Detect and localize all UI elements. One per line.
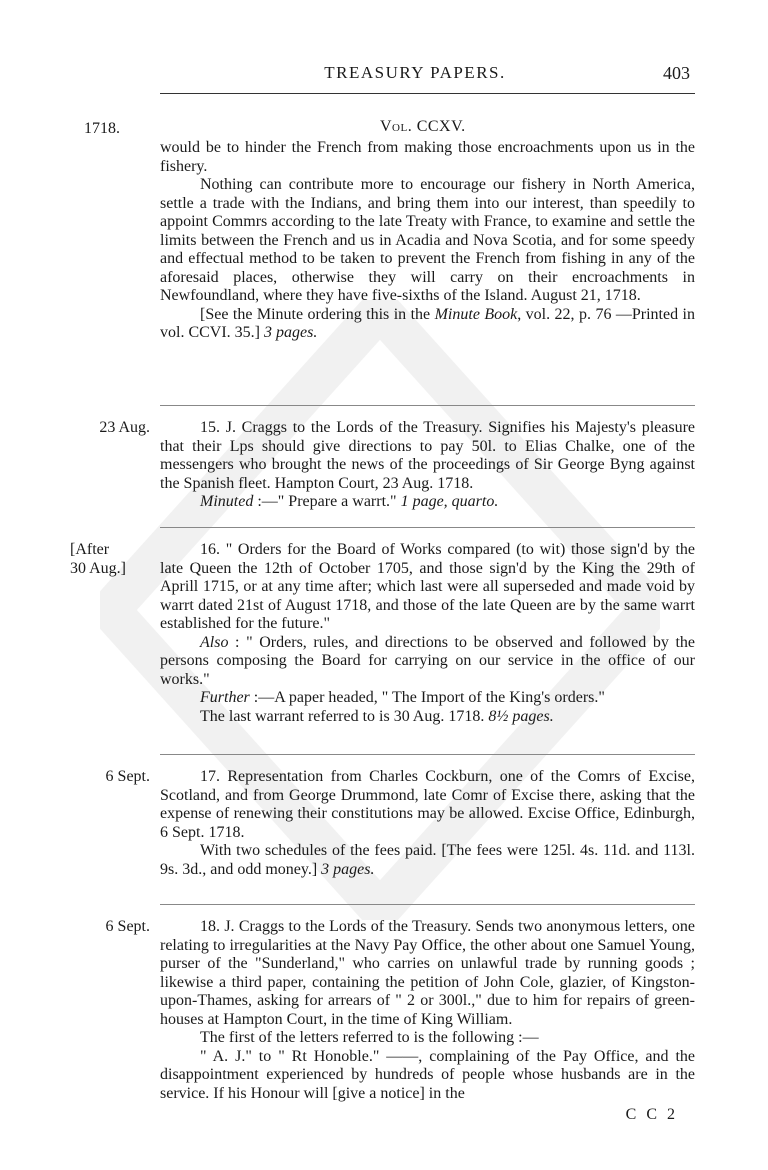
last-text: The last warrant referred to is 30 Aug. 1718. (200, 707, 489, 725)
continuation-text (160, 139, 695, 343)
volume-label: Vol. CCXV. (380, 118, 466, 135)
entry-date (70, 541, 148, 578)
entry-divider (160, 754, 695, 755)
continuation-paragraph-1: would be to hinder the French from making those encroachments upon us in the fishery. (160, 139, 695, 175)
entry-further (160, 689, 695, 708)
entry-divider (160, 405, 695, 406)
header-rule (160, 93, 695, 94)
entry-text: 15. J. Craggs to the Lords of the Treasury. Signifies his Majesty's pleasure that their Lps should give directions to pay 50l. to Elias Chalke, one of the messengers who brought the news of the proceedings of Sir George Byng against the Spanish fleet. Hampton Court, 23 Aug. 1718. (160, 419, 695, 492)
entry-date: 23 Aug. (99, 419, 150, 436)
further-text: :—A paper headed, " The Import of the King's orders." (249, 689, 605, 706)
page-number: 403 (663, 63, 690, 83)
entry-date-line-2: 30 Aug.] (70, 559, 126, 577)
note-text: [See the Minute ordering this in the (200, 305, 435, 323)
note-text-2: , vol. 22, p. 76 —Printed in vol. CCVI. 35.] (160, 305, 695, 341)
schedules-text: With two schedules of the fees paid. [The fees were 125l. 4s. 11d. and 113l. 9s. 3d., and odd money.] (160, 842, 695, 878)
running-title: TREASURY PAPERS. (324, 63, 506, 82)
entry-divider (160, 527, 695, 528)
continuation-note (160, 306, 695, 343)
entry-date-line-1: [After (70, 541, 110, 558)
entry-date: 6 Sept. (105, 918, 150, 935)
entry-last (160, 708, 695, 727)
entry-body (160, 918, 695, 1103)
also-label: Also (200, 633, 229, 651)
entry-15 (0, 419, 768, 512)
entry-first-letter: The first of the letters referred to is the following :— (200, 1029, 539, 1046)
note-book-title: Minute Book (434, 305, 518, 323)
entry-body (160, 541, 695, 726)
entry-also (160, 634, 695, 690)
entry-body (160, 419, 695, 512)
entry-pages: 3 pages. (321, 860, 375, 878)
entry-18 (0, 918, 768, 1103)
note-pages: 3 pages. (264, 324, 318, 341)
running-head (0, 63, 768, 87)
signature-mark: C C 2 (625, 1106, 678, 1123)
entry-text: 18. J. Craggs to the Lords of the Treasury. Sends two anonymous letters, one relating to irregularities at the Navy Pay Office, the other about one Samuel Young, purser of the "Sunderland," who carries on unlawful trade by running goods ; likewise a third paper, containing the petition of John Cole, glazier, of Kingston-upon-Thames, asking for arrears of " 2 or 300l.," due to him for repairs of green-houses at Hampton Court, in the time of King William. (160, 918, 695, 1028)
minute-text: :—" Prepare a warrt." (253, 493, 401, 510)
entry-text: 17. Representation from Charles Cockburn, one of the Comrs of Excise, Scotland, and from George Drummond, late Comr of Excise there, asking that the expense of renewing their constitutions may be allowed. Excise Office, Edinburgh, 6 Sept. 1718. (160, 768, 695, 841)
volume-line (0, 118, 768, 140)
entry-17 (0, 768, 768, 879)
entry-date: 6 Sept. (105, 768, 150, 785)
also-text: : " Orders, rules, and directions to be observed and followed by the persons composing the Board for carrying on our service in the office of our works." (160, 633, 695, 688)
entry-minute (160, 493, 695, 512)
continuation-paragraph-2: Nothing can contribute more to encourage our fishery in North America, settle a trade with the Indians, and bring them into our interest, than speedily to appoint Commrs according to the late Treaty with France, to examine and settle the limits between the French and us in Acadia and Nova Scotia, and for some speedy and effectual method to be taken to prevent the French from fishing in any of the aforesaid places, otherwise they will carry on their encroachments in Newfoundland, where they have five-sixths of the Island. August 21, 1718. (160, 176, 695, 304)
entry-pages: 8½ pages. (488, 707, 554, 725)
entry-body (160, 768, 695, 879)
year-label: 1718. (84, 120, 120, 137)
minute-label: Minuted (200, 493, 254, 510)
entry-16 (0, 541, 768, 726)
entry-pages: 1 page, quarto. (400, 493, 499, 510)
further-label: Further (200, 689, 250, 706)
entry-divider (160, 904, 695, 905)
entry-text: 16. " Orders for the Board of Works compared (to wit) those sign'd by the late Queen the 12th of October 1705, and those sign'd by the King the 29th of Aprill 1715, or at any time after; which last were all superseded and made void by warrt dated 21st of August 1718, and those of the late Queen are by the same warrt established for the future." (160, 541, 695, 632)
entry-schedules (160, 842, 695, 879)
entry-quote: " A. J." to " Rt Honoble." ——, complaining of the Pay Office, and the disappointment experienced by hundreds of people whose husbands are in the service. If his Honour will [give a notice] in the (160, 1047, 695, 1102)
